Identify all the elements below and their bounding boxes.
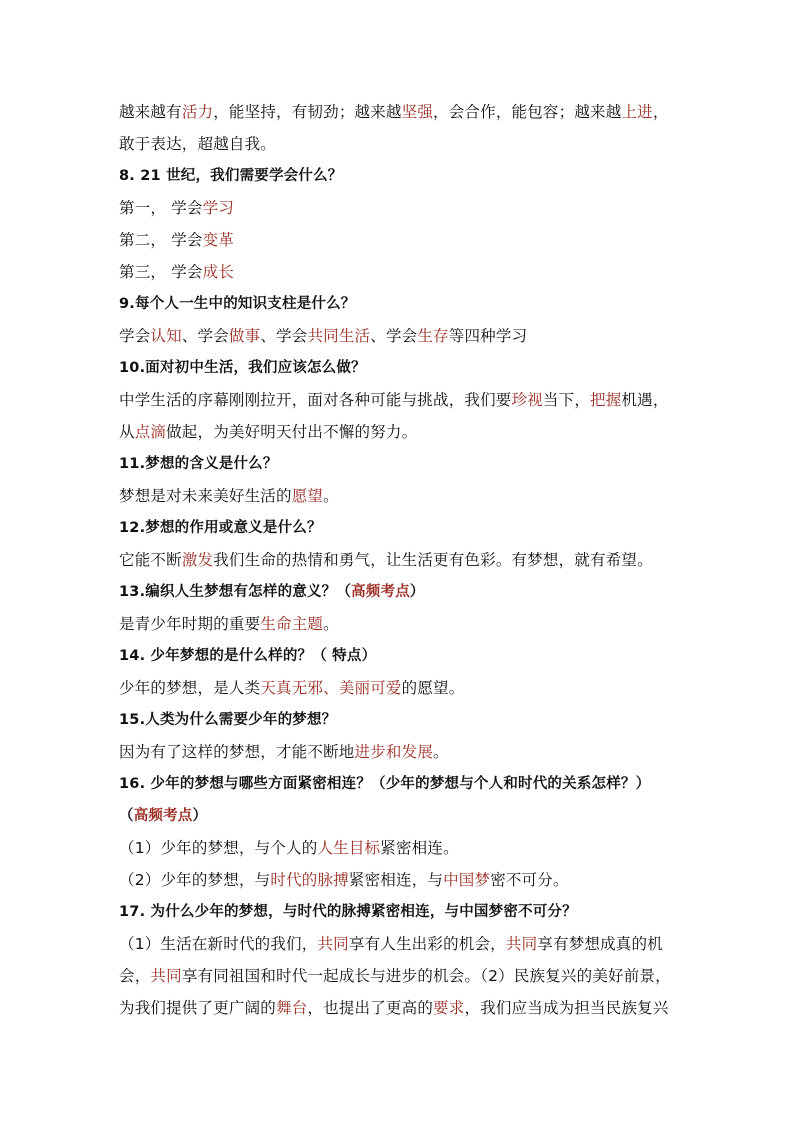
highlight-term: 共同生活 [307, 327, 371, 345]
text-segment: 紧密相连。 [380, 839, 459, 857]
answer-line [119, 224, 699, 256]
highlight-term: 做事 [228, 327, 261, 345]
text-segment: 中学生活的序幕刚刚拉开，面对各种可能与挑战，我们要 [119, 391, 512, 409]
answer-line [119, 384, 699, 416]
text-segment: ，能坚持，有韧劲；越来越 [213, 103, 402, 121]
text-segment: （1）少年的梦想，与个人的 [119, 839, 318, 857]
text-segment: 第一， 学会 [119, 199, 203, 217]
text-segment: 。 [433, 743, 449, 761]
highlight-term: 学习 [202, 199, 235, 217]
highlight-term: 激发 [181, 551, 214, 569]
question-heading [119, 800, 699, 832]
highlight-term: 共同 [317, 935, 349, 953]
text-segment: 学会 [119, 327, 151, 345]
text-segment: 12.梦想的作用或意义是什么？ [119, 520, 322, 536]
answer-line [119, 192, 699, 224]
text-segment: 享有人生出彩的机会， [348, 935, 506, 953]
text-segment: （1）生活在新时代的我们， [119, 935, 318, 953]
document-page [119, 96, 699, 1024]
text-segment: ，也提出了更高的 [307, 999, 434, 1017]
question-heading [119, 160, 699, 192]
question-heading [119, 288, 699, 320]
text-segment: 从 [119, 423, 135, 441]
highlight-term: 珍视 [511, 391, 543, 409]
text-segment: 、学会 [260, 327, 308, 345]
text-segment: 第三， 学会 [119, 263, 203, 281]
highlight-term: 愿望 [291, 487, 324, 505]
text-segment: 享有梦想成真的机 [537, 935, 663, 953]
text-segment: 。 [323, 487, 339, 505]
text-segment: 是青少年时期的重要 [119, 615, 261, 633]
text-segment: 因为有了这样的梦想，才能不断地 [119, 743, 355, 761]
question-heading [119, 576, 699, 608]
highlight-term: 进步和发展 [354, 743, 434, 761]
text-segment: 享有同祖国和时代一起成长与进步的机会。（2）民族复兴的美好前景， [181, 967, 671, 985]
text-segment: 13.编织人生梦想有怎样的意义？（ [119, 584, 352, 600]
answer-line [119, 832, 699, 864]
text-segment: 15.人类为什么需要少年的梦想？ [119, 712, 337, 728]
highlight-term: 舞台 [276, 999, 308, 1017]
text-segment: 第二， 学会 [119, 231, 203, 249]
highlight-term: 活力 [181, 103, 214, 121]
text-segment: 等四种学习 [448, 327, 528, 345]
text-segment: ， [652, 103, 669, 121]
text-segment: 14. 少年梦想的是什么样的？（ 特点） [119, 648, 377, 664]
answer-line [119, 928, 699, 960]
highlight-term: 变革 [202, 231, 235, 249]
text-segment: 密不可分。 [490, 871, 569, 889]
answer-line [119, 416, 699, 448]
highlight-term: 生存 [417, 327, 449, 345]
text-segment: 为我们提供了更广阔的 [119, 999, 277, 1017]
text-segment: 16. 少年的梦想与哪些方面紧密相连？（少年的梦想与个人和时代的关系怎样？） [119, 776, 651, 792]
highlight-term: 共同 [505, 935, 538, 953]
text-segment: 10.面对初中生活，我们应该怎么做？ [119, 360, 366, 376]
highlight-term: 把握 [590, 391, 622, 409]
text-segment: （ [119, 808, 134, 824]
highlight-term: 、 [323, 679, 339, 697]
text-segment: 我们生命的热情和勇气，让生活更有色彩。有梦想，就有希望。 [213, 551, 653, 569]
highlight-term: 共同 [150, 967, 182, 985]
answer-line [119, 256, 699, 288]
text-segment: ，会合作，能包容；越来越 [433, 103, 622, 121]
text-segment: 少年的梦想，是人类 [119, 679, 261, 697]
highlight-term: 成长 [202, 263, 235, 281]
text-segment: 梦想是对未来美好生活的 [119, 487, 292, 505]
question-heading [119, 448, 699, 480]
answer-line [119, 864, 699, 896]
answer-line [119, 992, 699, 1024]
text-segment: 、学会 [181, 327, 229, 345]
key-point-badge: 高频考点 [133, 808, 193, 824]
text-segment: 、学会 [370, 327, 418, 345]
text-segment: 紧密相连，与 [348, 871, 444, 889]
highlight-term: 点滴 [134, 423, 167, 441]
highlight-term: 美丽可爱 [338, 679, 402, 697]
answer-line [119, 736, 699, 768]
text-segment: 的愿望。 [401, 679, 465, 697]
text-segment: 11.梦想的含义是什么？ [119, 456, 278, 472]
text-line [119, 96, 699, 128]
highlight-term: 坚强 [401, 103, 434, 121]
text-segment: 它能不断 [119, 551, 182, 569]
text-segment: ） [192, 808, 208, 824]
text-segment: ，我们应当成为担当民族复兴 [464, 999, 669, 1017]
highlight-term: 上进 [621, 103, 653, 121]
highlight-term: 要求 [433, 999, 465, 1017]
text-segment: 做起，为美好明天付出不懈的努力。 [166, 423, 418, 441]
text-segment: 越来越有 [119, 103, 182, 121]
text-segment: 会， [119, 967, 151, 985]
text-segment: 敢于表达，超越自我。 [119, 135, 277, 153]
answer-line [119, 544, 699, 576]
text-segment: 17. 为什么少年的梦想，与时代的脉搏紧密相连，与中国梦密不可分？ [119, 904, 577, 920]
text-segment: 。 [323, 615, 339, 633]
answer-line [119, 320, 699, 352]
question-heading [119, 640, 699, 672]
text-segment: 9.每个人一生中的知识支柱是什么？ [119, 296, 356, 312]
text-segment: 机遇， [621, 391, 669, 409]
answer-line [119, 960, 699, 992]
highlight-term: 天真无邪 [260, 679, 324, 697]
highlight-term: 时代的脉搏 [270, 871, 349, 889]
text-segment: 当下， [542, 391, 591, 409]
highlight-term: 认知 [150, 327, 182, 345]
text-segment: （2）少年的梦想，与 [119, 871, 271, 889]
question-heading [119, 896, 699, 928]
question-heading [119, 704, 699, 736]
answer-line [119, 480, 699, 512]
question-heading [119, 768, 699, 800]
text-segment: 8. 21 世纪，我们需要学会什么？ [119, 168, 343, 184]
key-point-badge: 高频考点 [351, 584, 410, 600]
highlight-term: 人生目标 [317, 839, 381, 857]
question-heading [119, 352, 699, 384]
highlight-term: 生命主题 [260, 615, 324, 633]
text-line [119, 128, 699, 160]
text-segment: ） [409, 584, 425, 600]
answer-line [119, 672, 699, 704]
answer-line [119, 608, 699, 640]
highlight-term: 中国梦 [443, 871, 491, 889]
question-heading [119, 512, 699, 544]
